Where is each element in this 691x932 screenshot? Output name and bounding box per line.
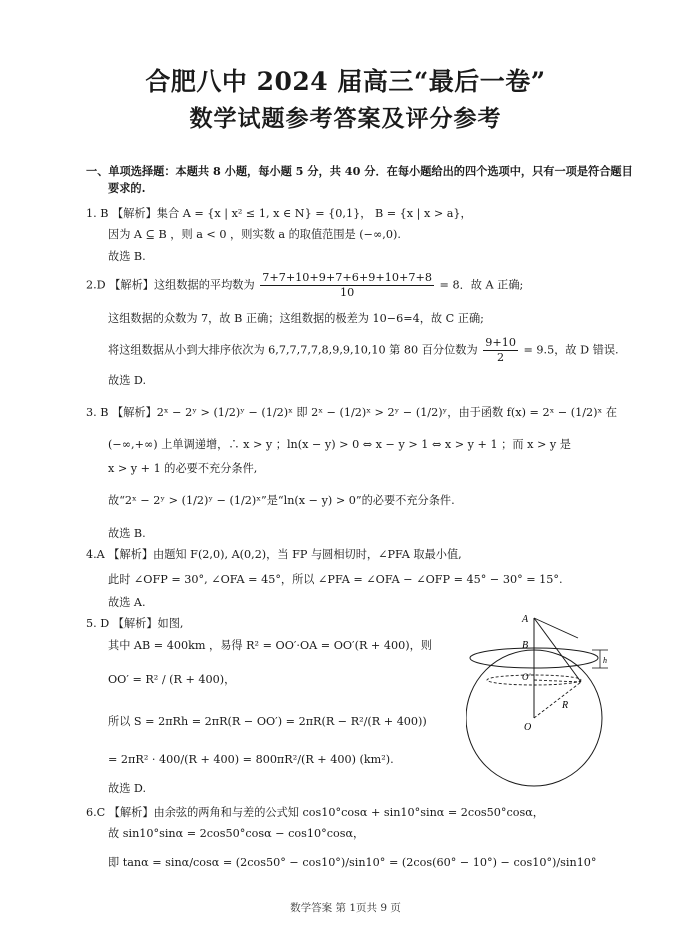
q1-line-1: 1. B 【解析】集合 A = {x | x² ≤ 1, x ∈ N} = {0,1}， B = {x | x > a}，: [86, 207, 472, 220]
q3-line-5: 故选 B.: [108, 527, 146, 540]
q2-percentile-fraction: [483, 336, 518, 365]
q2-mean-denominator: 10: [339, 286, 355, 299]
label-h: h: [603, 656, 607, 665]
q3-line-1: 3. B 【解析】2ˣ − 2ʸ > (1/2)ʸ − (1/2)ˣ 即 2ˣ − (1/2)ˣ > 2ʸ − (1/2)ʸ，由于函数 f(x) = 2ˣ − (1/2)ˣ 在: [86, 406, 618, 419]
label-o: O: [524, 722, 532, 733]
q2-line-1: [86, 271, 523, 300]
q2-percentile-numerator: 9+10: [485, 336, 516, 349]
q2-mean-numerator: 7+7+10+9+7+6+9+10+7+8: [262, 271, 432, 284]
page-footer: 数学答案 第 1页共 9 页: [290, 902, 401, 914]
tangent-line-2: [534, 618, 578, 638]
q2-line-3: [108, 336, 619, 365]
q5-line-6: 故选 D.: [108, 782, 147, 795]
q2-text-post: = 8．故 A 正确;: [439, 278, 524, 292]
q6-line-3: 即 tanα = sinα/cosα = (2cos50° − cos10°)/sin10° = (2cos(60° − 10°) − cos10°)/sin10°: [108, 856, 597, 869]
chord-line: [534, 680, 581, 682]
radius-line: [534, 682, 581, 718]
q4-line-1: 4.A 【解析】由题知 F(2,0), A(0,2)，当 FP 与圆相切时，∠PFA 取最小值,: [86, 548, 462, 561]
q3-line-4: 故“2ˣ − 2ʸ > (1/2)ʸ − (1/2)ˣ”是“ln(x − y) > 0”的必要不充分条件.: [108, 494, 455, 507]
label-a: A: [522, 614, 529, 625]
title-line-2: 数学试题参考答案及评分参考: [189, 105, 502, 132]
q5-line-5: = 2πR² · 400/(R + 400) = 800πR²/(R + 400) (km²).: [108, 753, 394, 766]
q2-text-pre: 2.D 【解析】这组数据的平均数为: [86, 278, 255, 292]
label-b: B: [522, 640, 529, 651]
q4-line-3: 故选 A.: [108, 596, 146, 609]
label-r: R: [562, 700, 569, 711]
q5-line-1: 5. D 【解析】如图,: [86, 617, 184, 630]
q2-line-4: 故选 D.: [108, 374, 147, 387]
q6-line-1: 6.C 【解析】由余弦的两角和与差的公式知 cos10°cosα + sin10°sinα = 2cos50°cosα，: [86, 806, 544, 819]
q2-text3-pre: 将这组数据从小到大排序依次为 6,7,7,7,7,8,9,9,10,10 第 80 百分位数为: [108, 343, 478, 357]
q2-line-2: 这组数据的众数为 7，故 B 正确；这组数据的极差为 10−6=4，故 C 正确;: [108, 312, 484, 325]
q3-line-3: x > y + 1 的必要不充分条件,: [108, 462, 258, 475]
q4-line-2: 此时 ∠OFP = 30°, ∠OFA = 45°，所以 ∠PFA = ∠OFA − ∠OFP = 45° − 30° = 15°.: [108, 573, 563, 586]
section-heading-cont: 要求的.: [108, 181, 146, 195]
q5-line-4: 所以 S = 2πRh = 2πR(R − OO′) = 2πR(R − R²/(R + 400)): [108, 715, 427, 728]
q5-sphere-figure: [466, 608, 626, 928]
q2-mean-fraction: [260, 271, 434, 300]
q3-line-2: (−∞,+∞) 上单调递增，∴ x > y ；ln(x − y) > 0 ⇔ x − y > 1 ⇔ x > y + 1 ；而 x > y 是: [108, 438, 571, 451]
title-line-1: 合肥八中 2024 届高三“最后一卷”: [145, 67, 546, 96]
label-o-prime: O′: [522, 672, 531, 682]
q5-line-3: OO′ = R² / (R + 400)，: [108, 673, 236, 686]
q5-line-2: 其中 AB = 400km ，易得 R² = OO′·OA = OO′(R + 400)，则: [108, 639, 432, 652]
section-heading: 一、单项选择题：本题共 8 小题，每小题 5 分，共 40 分．在每小题给出的四个选项中，只有一项是符合题目: [86, 164, 633, 178]
q2-percentile-denominator: 2: [497, 351, 505, 364]
q6-line-2: 故 sin10°sinα = 2cos50°cosα − cos10°cosα，: [108, 827, 365, 840]
q1-line-3: 故选 B.: [108, 250, 146, 263]
q2-text3-post: = 9.5，故 D 错误.: [523, 343, 619, 357]
q1-line-2: 因为 A ⊆ B ，则 a < 0 ，则实数 a 的取值范围是 (−∞,0).: [108, 228, 401, 241]
